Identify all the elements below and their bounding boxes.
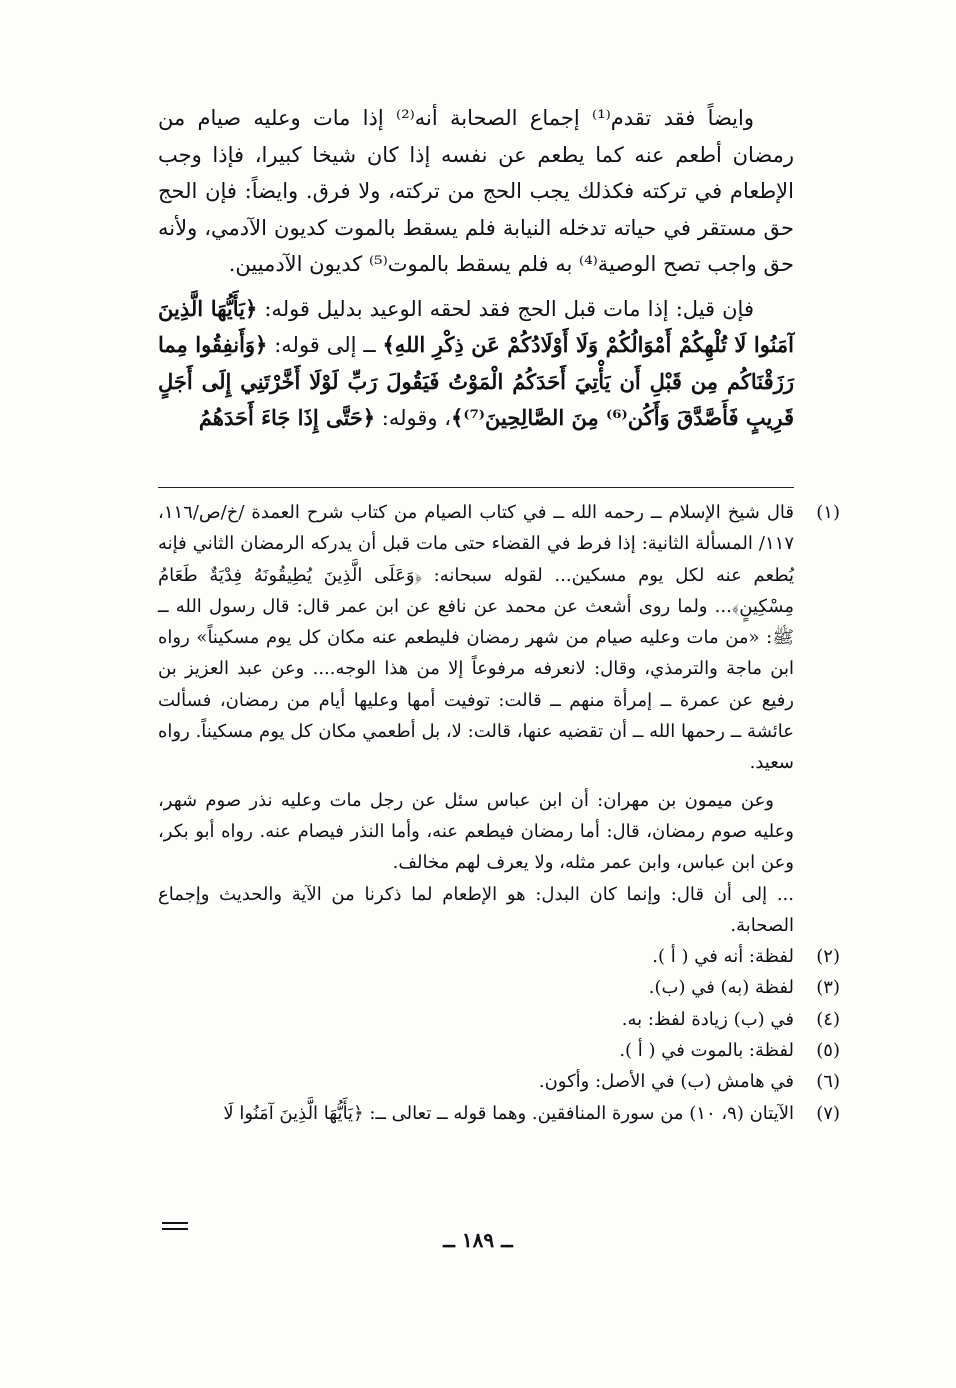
footnote-number: (٢) (816, 946, 840, 968)
footnote-1 (158, 497, 840, 941)
footnote-7 (158, 1098, 840, 1129)
para2-lead: فإن قيل: إذا مات قبل الحج فقد لحقه الوعيد بدليل قوله: (257, 296, 754, 321)
footnote-text (158, 1035, 794, 1066)
continuation-line (162, 1222, 188, 1224)
footnote-number: (٧) (816, 1102, 840, 1124)
footnote-paragraph: قال شيخ الإسلام ــ رحمه الله ــ في كتاب الصيام من كتاب شرح العمدة /خ/ص/١١٦، ١١٧/ المسألة الثانية: إذا فرط في القضاء حتى مات قبل أن يدركه الرمضان الثاني فإنه يُطعم عنه لكل يوم مسكين... لقوله سبحانه: ﴿وَعَلَى الَّذِينَ يُطِيقُونَهُ فِدْيَةٌ طَعَامُ مِسْكِينٍ﴾... ولما روى أشعث عن محمد عن نافع عن ابن عمر قال: قال رسول الله ــ ﷺ: «من مات وعليه صيام من شهر رمضان فليطعم عنه مكان كل يوم مسكيناً» رواه ابن ماجة والترمذي، وقال: لانعرفه مرفوعاً إلا من هذا الوجه.... وعن عبد العزيز بن رفيع عن عمرة ــ إمرأة منهم ــ قالت: توفيت أمها وعليها أيام من رمضان، فسألت عائشة ــ رحمها الله ــ أن تقضيه عنها، قالت: لا، بل أطعمي مكان كل يوم مسكيناً. رواه سعيد. (158, 502, 795, 774)
footnote-paragraph: ... إلى أن قال: وإنما كان البدل: هو الإطعام لما ذكرنا من الآية والحديث وإجماع الصحابة. (158, 883, 794, 936)
footnote-4 (158, 1004, 840, 1035)
quran-quote-2: ﴿وَأَنفِقُوا مِما رَزَقْنَاكُم مِن قَبْلِ أَن يَأْتِيَ أَحَدَكُمُ الْمَوْتُ فَيَقُولَ رَبِّ لَوْلَا أَخَّرْتَنِي إِلَى أَجَلٍ قَرِيبٍ فَأَصَّدَّقَ وَأَكُن⁽⁶⁾ مِنَ الصَّالِحِينَ⁽⁷⁾﴾ (158, 332, 794, 430)
paragraph-1: وايضاً فقد تقدم⁽¹⁾ إجماع الصحابة أنه⁽²⁾ إذا مات وعليه صيام من رمضان أطعم عنه كما يطعم عن نفسه إذا كان شيخا كبيرا، فإذا وجب الإطعام في تركته فكذلك يجب الحج من تركته، ولا فرق. وايضاً: فإن الحج حق مستقر في حياته تدخله النيابة فلم يسقط بالموت كديون الآدمي، ولأنه حق واجب تصح الوصية⁽⁴⁾ به فلم يسقط بالموت⁽⁵⁾ كديون الآدميين. (158, 106, 794, 276)
quran-quote-1: ﴿يَأَيُّهَا الَّذِينَ آمَنُوا لَا تُلْهِكُمْ أَمْوَالُكُمْ وَلَا أَوْلَادُكُمْ عَن ذِكْرِ اللهِ﴾ (158, 295, 794, 357)
footnote-paragraph: وعن ميمون بن مهران: أن ابن عباس سئل عن رجل مات وعليه نذر صوم شهر، وعليه صوم رمضان، قال: أما رمضان فيطعم عنه، وأما النذر فيصام عنه. رواه أبو بكر، وعن ابن عباس، وابن عمر مثله، ولا يعرف لهم مخالف. (158, 789, 794, 874)
footnote-paragraph: لفظة: بالموت في ( أ ). (619, 1040, 794, 1062)
footnote-number: (٤) (816, 1008, 840, 1030)
footnote-number: (٣) (816, 977, 840, 999)
footnote-number: (١) (816, 502, 840, 523)
page-number: ــ ١٨٩ ــ (443, 1228, 513, 1252)
quran-quote-3: ﴿حَتَّى إِذَا جَاءَ أَحَدَهُمُ (198, 405, 376, 430)
footnote-paragraph: في (ب) زيادة لفظ: به. (621, 1008, 794, 1030)
main-text (158, 100, 794, 437)
footnote-2 (158, 941, 840, 972)
footnote-paragraph: لفظة (به) في (ب). (648, 977, 794, 999)
footnote-text (158, 497, 794, 941)
para2-mid: ــ إلى قوله: (267, 333, 383, 357)
para2-tail: ، وقوله: (375, 406, 452, 430)
paragraph-2 (158, 291, 794, 437)
footnote-paragraph: لفظة: أنه في ( أ ). (652, 946, 794, 968)
footnote-text (158, 972, 794, 1003)
footnote-paragraph: الآيتان (٩، ١٠) من سورة المنافقين. وهما قوله ــ تعالى ــ: ﴿يَأَيُّهَا الَّذِينَ آمَنُوا لَا (223, 1102, 794, 1124)
footnote-6 (158, 1066, 840, 1097)
footnote-text (158, 1004, 794, 1035)
footnote-text (158, 1066, 794, 1097)
footnote-text (158, 1098, 794, 1129)
footnote-number: (٥) (816, 1040, 840, 1062)
footnote-3 (158, 972, 840, 1003)
footnote-5 (158, 1035, 840, 1066)
footnote-divider (158, 487, 794, 488)
footnote-number: (٦) (816, 1071, 840, 1093)
footnote-text (158, 941, 794, 972)
footnote-paragraph: في هامش (ب) في الأصل: وأكون. (538, 1071, 794, 1093)
footnotes (158, 497, 840, 1129)
